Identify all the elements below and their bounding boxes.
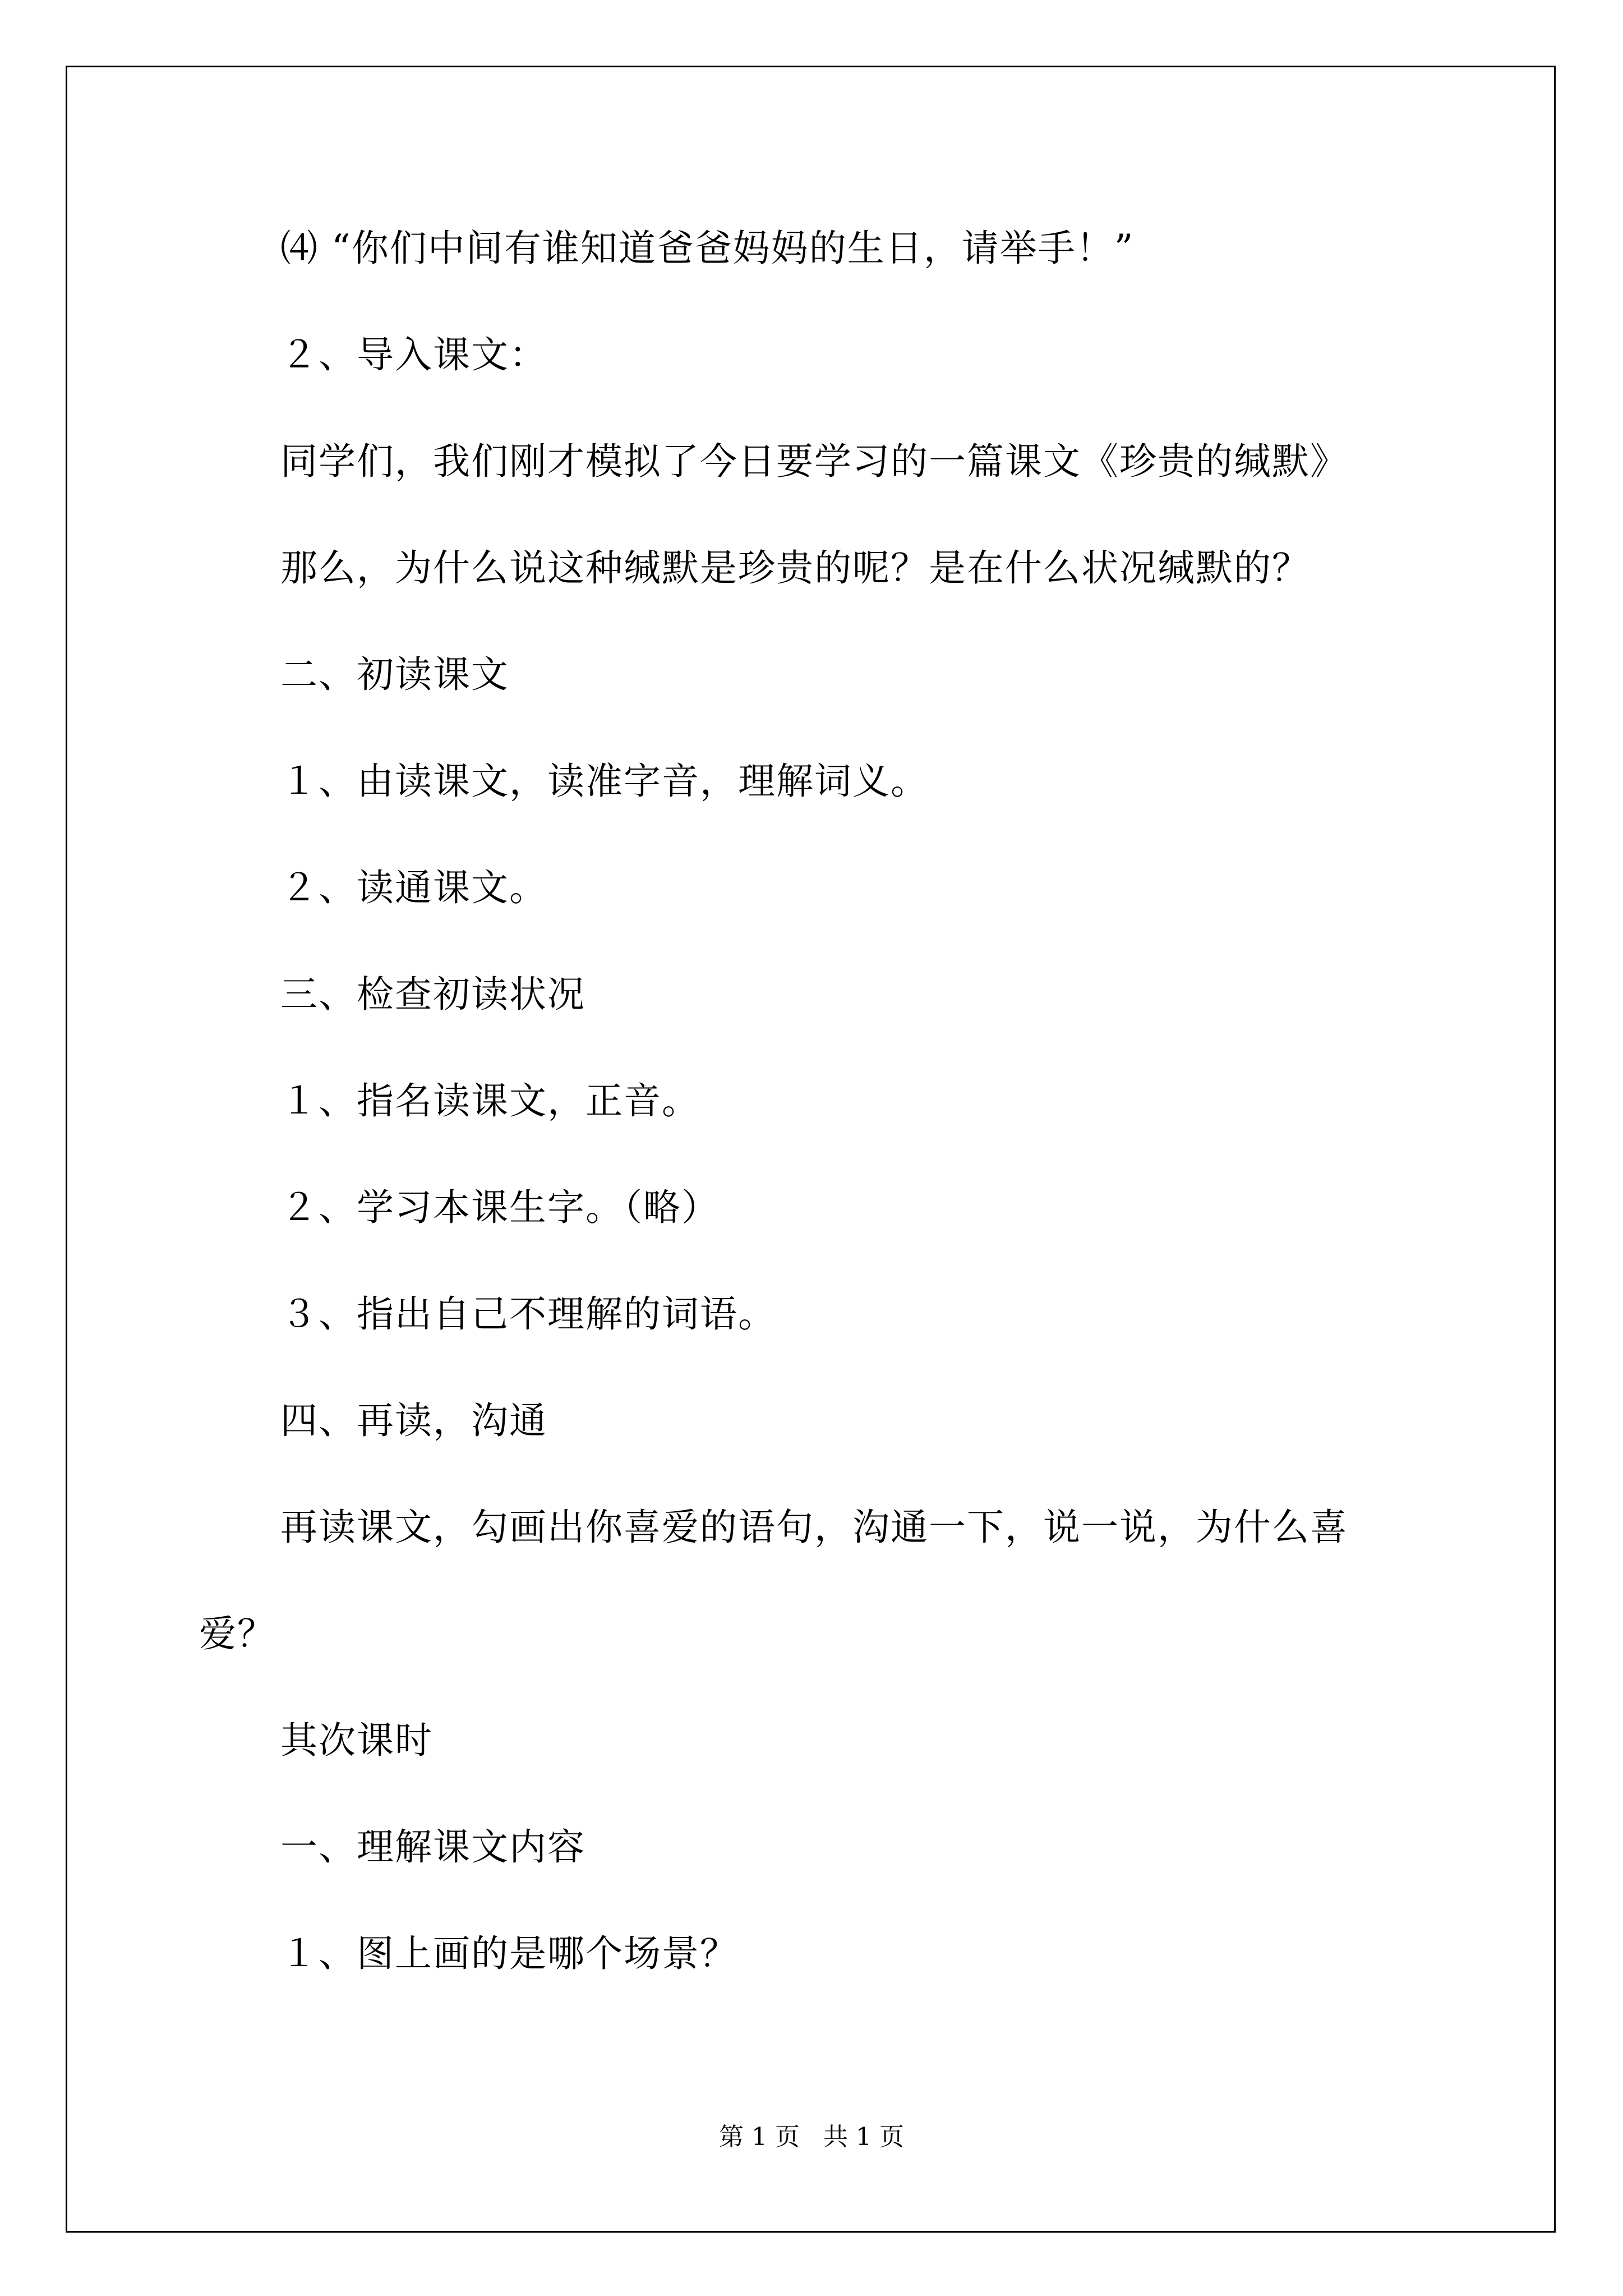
section-heading: 二、初读课文 — [280, 653, 509, 696]
section-heading: 一、理解课文内容 — [280, 1825, 585, 1869]
text-line: ２、学习本课生字。（略） — [280, 1186, 720, 1229]
section-heading: 四、再读，沟通 — [280, 1399, 547, 1442]
text-line: 再读课文，勾画出你喜爱的语句，沟通一下，说一说，为什么喜 — [280, 1506, 1348, 1549]
section-heading: 三、检查初读状况 — [280, 973, 585, 1016]
text-line: 同学们，我们刚才模拟了今日要学习的一篇课文《珍贵的缄默》 — [280, 440, 1348, 483]
page-footer: 第 1 页 共 1 页 — [719, 2123, 904, 2151]
text-line: ２、导入课文： — [280, 333, 547, 376]
text-line: １、指名读课文，正音。 — [280, 1079, 700, 1122]
text-line: ３、指出自己不理解的词语。 — [280, 1292, 776, 1336]
text-line: 那么，为什么说这种缄默是珍贵的呢？是在什么状况缄默的？ — [280, 546, 1310, 590]
text-line: １、由读课文，读准字音，理解词义。 — [280, 760, 929, 803]
text-line: ２、读通课文。 — [280, 866, 547, 909]
text-line-continuation: 爱？ — [199, 1612, 275, 1655]
text-line: ⑷ “你们中间有谁知道爸爸妈妈的生日，请举手！” — [280, 227, 1135, 270]
page-border — [66, 66, 1556, 2233]
text-line: １、图上画的是哪个场景？ — [280, 1932, 738, 1975]
section-heading: 其次课时 — [280, 1719, 433, 1762]
